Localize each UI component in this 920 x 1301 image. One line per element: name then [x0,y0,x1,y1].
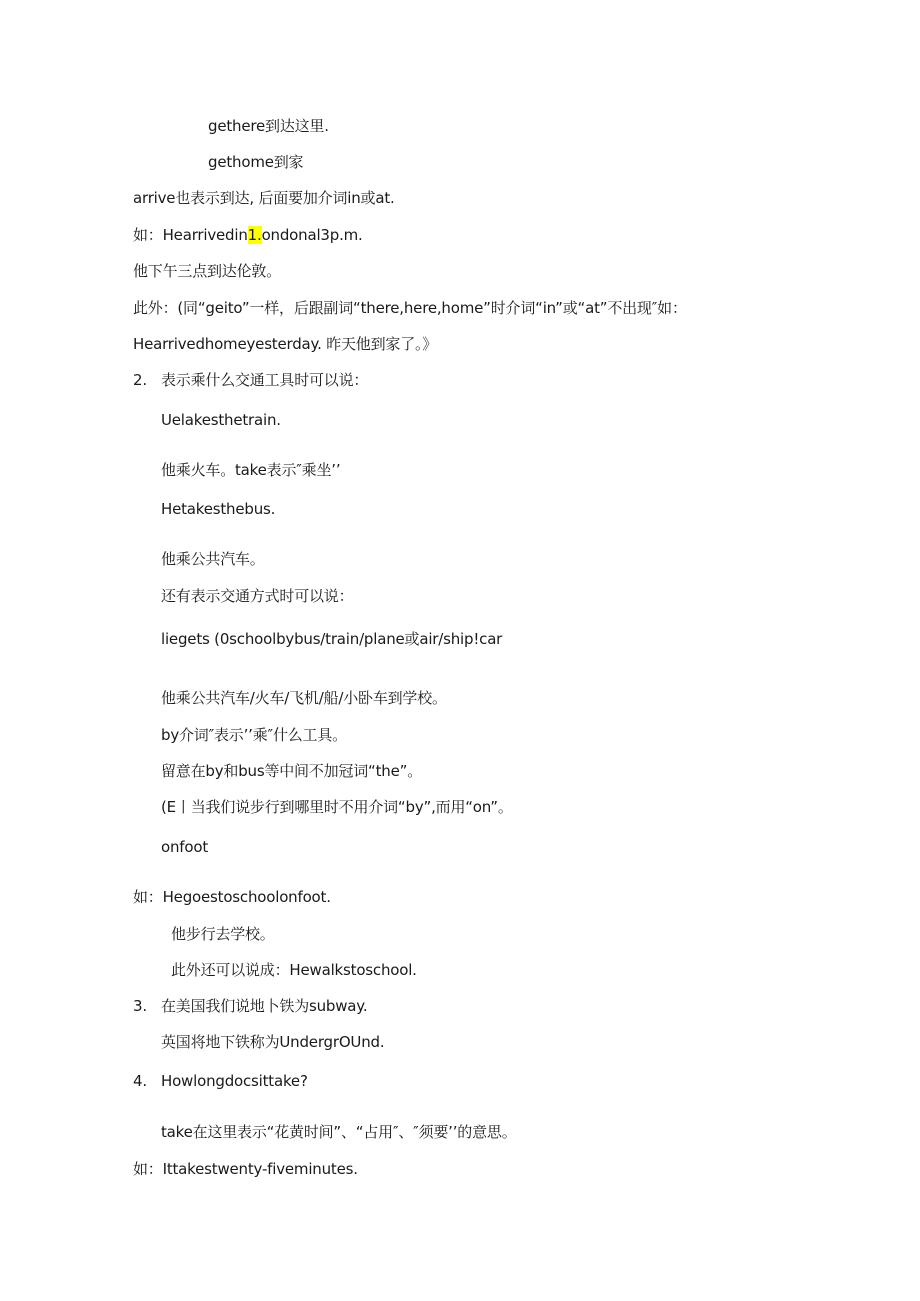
text-line: (E丨当我们说步行到哪里时不用介词“by”,而用“on”。 [161,798,513,816]
text-line: 如：Ittakestwenty-fiveminutes. [133,1160,358,1178]
example-text: ondonal3p.m. [261,226,363,244]
numbered-item [133,370,368,390]
text-line: 此外还可以说成：Hewalkstoschool. [171,961,417,979]
text-line: 他乘火车。take表示″乘坐’’ [161,461,341,479]
text-line: by介词″表示’’乘″什么工具。 [161,726,347,744]
example-text: 如：Hearrivedin [133,226,248,244]
text-line: Hearrivedhomeyesterday. 昨天他到家了。》 [133,335,438,353]
example-line [133,225,363,245]
text-line: gethome到家 [208,153,304,171]
text-line: 还有表示交通方式时可以说： [161,587,354,605]
text-line: onfoot [161,838,209,856]
item-text: 在美国我们说地卜铁为subway. [161,997,368,1015]
text-line: 英国将地下铁称为UndergrOUnd. [161,1033,385,1051]
text-line: 他下午三点到达伦敦。 [133,262,282,280]
text-line: 他乘公共汽车。 [161,550,265,568]
highlighted-text: 1. [247,226,262,244]
item-text: 表示乘什么交通工具时可以说： [161,371,369,389]
text-line: 他乘公共汽车/火车/飞机/船/小卧车到学校。 [161,689,447,707]
text-line: Hetakesthebus. [161,500,276,518]
text-line: take在这里表示“花黄时间”、“占用″、″须要’’的意思。 [161,1123,517,1141]
numbered-item [133,996,367,1016]
text-line: 他步行去学校。 [171,925,275,943]
item-number: 2. [133,371,147,389]
text-line: liegets (0schoolbybus/train/plane或air/ship!car [161,630,503,648]
text-line: 如：Hegoestoschoolonfoot. [133,888,331,906]
text-line: gethere到达这里. [208,117,329,135]
item-number: 4. [133,1072,147,1090]
numbered-item [133,1071,308,1091]
text-line: Uelakesthetrain. [161,411,281,429]
text-line: arrive也表示到达, 后面要加介词in或at. [133,189,395,207]
item-number: 3. [133,997,147,1015]
item-text: Howlongdocsittake? [161,1072,308,1090]
text-line: 留意在by和bus等中间不加冠词“the”。 [161,762,423,780]
text-line: 此外：(同“geito”一样，后跟副词“there,here,home”时介词“in”或“at”不出现″如： [133,299,687,317]
